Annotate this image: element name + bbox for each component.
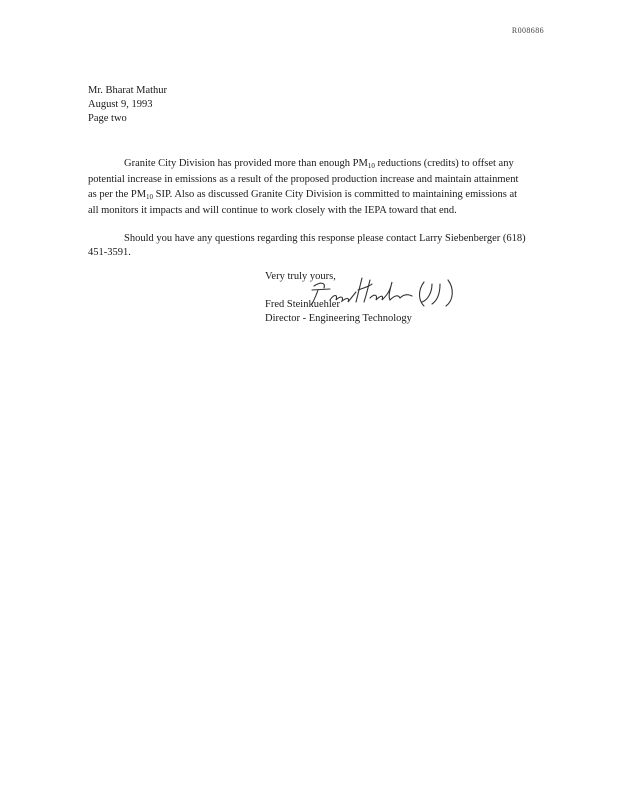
closing-salutation: Very truly yours, — [265, 271, 336, 282]
paragraph-1-part-3: SIP. Also as discussed Granite City Division is committed to maintaining emissions at all monitors it impacts and will continue to work closely with the IEPA toward that end. — [88, 188, 518, 216]
letter-date: August 9, 1993 — [88, 99, 153, 110]
body-paragraph-2 — [88, 232, 528, 261]
signer-title: Director - Engineering Technology — [265, 313, 412, 324]
body-paragraph-1 — [88, 157, 528, 218]
paragraph-2-text: Should you have any questions regarding this response please contact Larry Siebenberger (618) 451-3591. — [88, 233, 526, 259]
document-id: R008686 — [511, 26, 544, 35]
signer-name: Fred Steinkuehler — [265, 299, 340, 310]
handwritten-signature — [300, 272, 470, 312]
pm-subscript-2: 10 — [146, 192, 154, 201]
recipient-name: Mr. Bharat Mathur — [88, 85, 168, 96]
paragraph-1-part-2: reductions (credits) to offset any potential increase in emissions as a result of the proposed production increase and maintain attainment as per the PM — [88, 158, 519, 200]
paragraph-1-part-1: Granite City Division has provided more than enough PM — [124, 158, 368, 169]
page-number: Page two — [88, 113, 127, 124]
letter-header — [88, 84, 167, 126]
pm-subscript-1: 10 — [367, 162, 375, 170]
